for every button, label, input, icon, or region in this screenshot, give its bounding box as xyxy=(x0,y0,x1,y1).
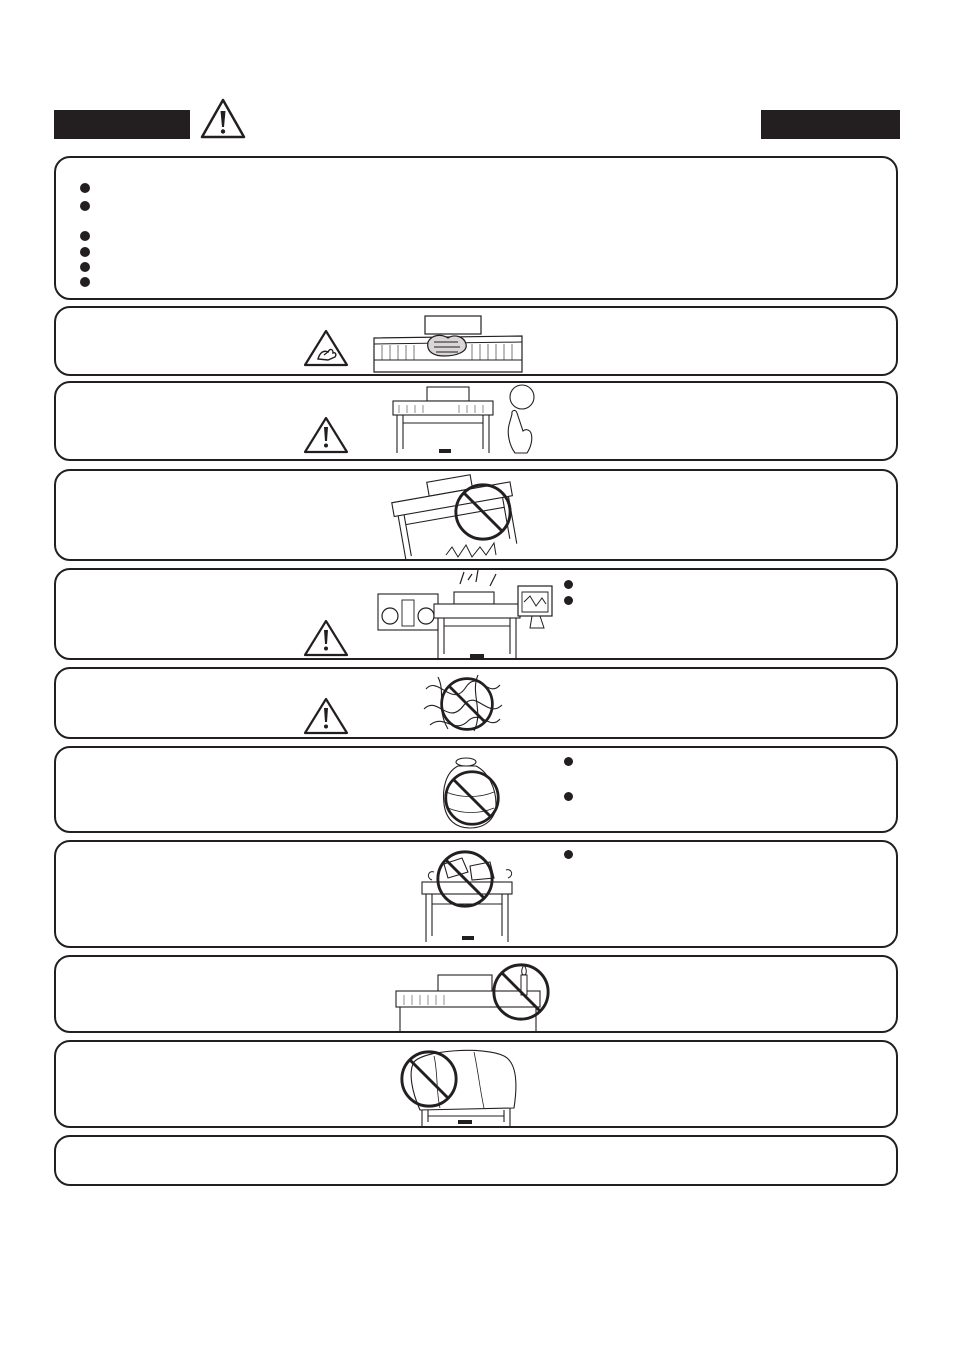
piano-fallboard-hand-illustration xyxy=(372,312,532,376)
caution-triangle-icon xyxy=(302,415,350,455)
bullet-icon xyxy=(564,580,573,589)
heavy-objects-panel xyxy=(54,840,898,948)
no-symbol-icon xyxy=(452,481,514,543)
hand-pinch-warning-icon xyxy=(302,328,350,368)
bullet-icon xyxy=(80,231,90,241)
bullet-icon xyxy=(80,183,90,193)
bullet-icon xyxy=(80,201,90,211)
bullet-icon xyxy=(80,262,90,272)
no-symbol-icon xyxy=(442,768,502,828)
warning-triangle-icon xyxy=(199,97,247,141)
bullet-icon xyxy=(80,247,90,257)
piano-power-button-illustration xyxy=(389,383,539,461)
pinch-panel xyxy=(54,306,898,376)
bullet-icon xyxy=(80,277,90,287)
bullet-icon xyxy=(564,596,573,605)
liquid-panel xyxy=(54,746,898,833)
bullet-icon xyxy=(564,850,573,859)
power-panel xyxy=(54,381,898,461)
cover-panel xyxy=(54,1040,898,1128)
no-symbol-icon xyxy=(490,961,552,1023)
no-symbol-icon xyxy=(438,675,496,733)
radio-tv-near-piano-illustration xyxy=(372,570,562,662)
note-panel xyxy=(54,1135,898,1186)
flame-panel xyxy=(54,955,898,1033)
no-symbol-icon xyxy=(398,1048,460,1110)
caution-triangle-icon xyxy=(302,696,350,736)
no-symbol-icon xyxy=(434,848,496,910)
caution-triangle-icon xyxy=(302,618,350,658)
header-label-right xyxy=(761,110,900,139)
header-label-left xyxy=(54,110,190,139)
bullet-icon xyxy=(564,792,573,801)
tilt-panel xyxy=(54,469,898,561)
bullet-icon xyxy=(564,757,573,766)
interference-panel xyxy=(54,568,898,660)
cable-panel xyxy=(54,667,898,739)
intro-panel xyxy=(54,156,898,300)
